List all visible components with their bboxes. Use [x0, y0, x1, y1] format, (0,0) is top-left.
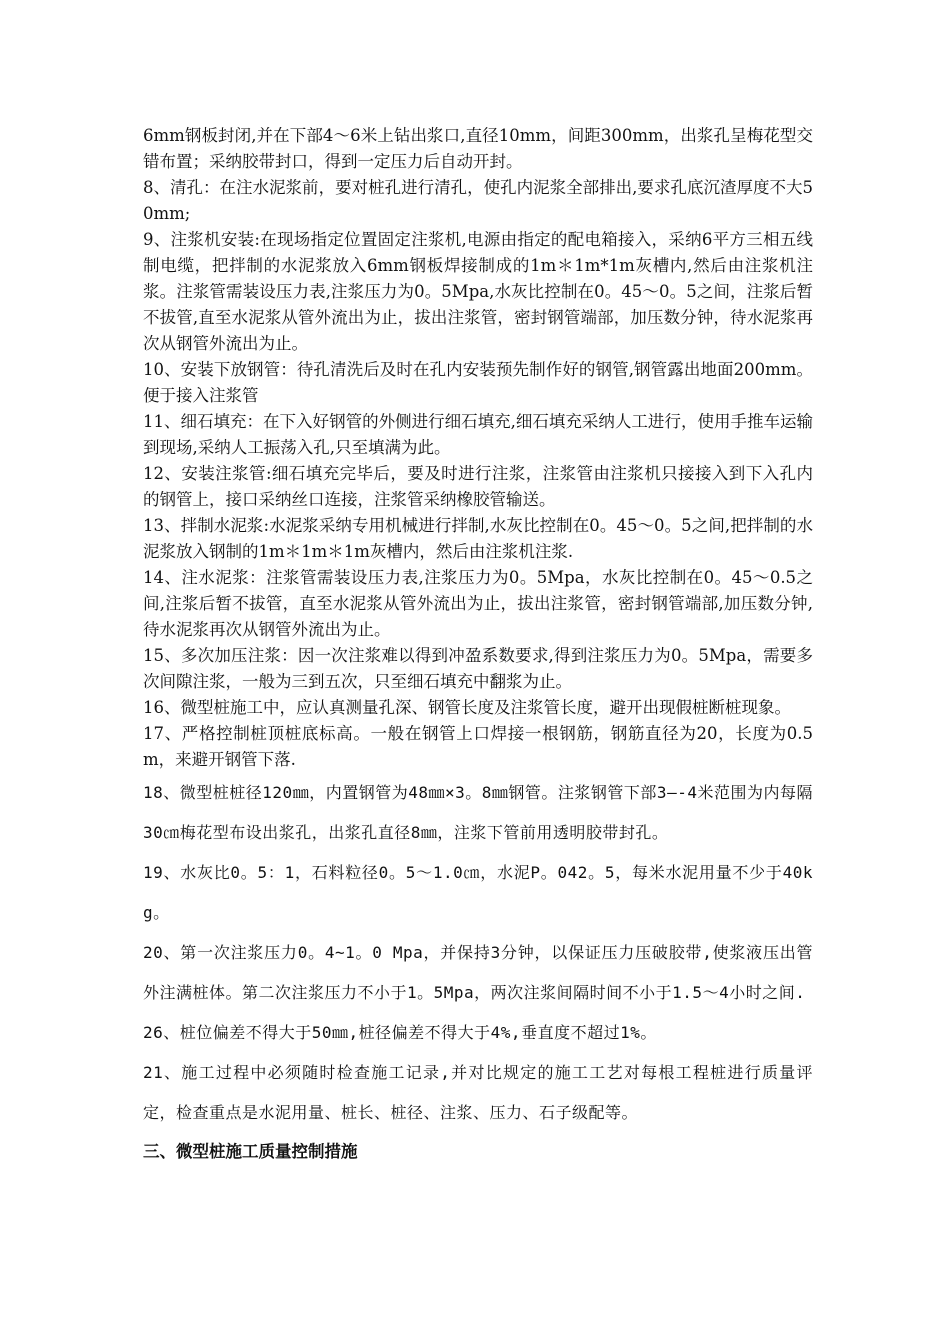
paragraph-step-10-steel-pipe: 10、安装下放钢管：待孔清洗后及时在孔内安装预先制作好的钢管,钢管露出地面200mm。便于接入注浆管 — [143, 360, 813, 405]
paragraph-injection-holes: 6mm钢板封闭,并在下部4～6米上钻出浆口,直径10mm，间距300mm，出浆孔呈梅花型交错布置；采纳胶带封口，得到一定压力后自动开封。 — [143, 126, 813, 171]
paragraph-step-18-pile-diameter: 18、微型桩桩径120㎜，内置钢管为48㎜×3。8㎜钢管。注浆钢管下部3—-4米范围为内每隔30㎝梅花型布设出浆孔，出浆孔直径8㎜，注浆下管前用透明胶带封孔。 — [143, 783, 813, 842]
paragraph-step-9-grouting-machine: 9、注浆机安装:在现场指定位置固定注浆机,电源由指定的配电箱接入，采纳6平方三相五线制电缆，把拌制的水泥浆放入6mm钢板焊接制成的1m＊1m*1m灰槽内,然后由注浆机注浆。注浆管需装设压力表,注浆压力为0。5Mpa,水灰比控制在0。45～0。5之间，注浆后暂不拔管,直至水泥浆从管外流出为止，拔出注浆管，密封钢管端部，加压数分钟，待水泥浆再次从钢管外流出为止。 — [143, 230, 813, 353]
paragraph-step-8-hole-cleaning: 8、清孔：在注水泥浆前，要对桩孔进行清孔，使孔内泥浆全部排出,要求孔底沉渣厚度不大50mm; — [143, 178, 813, 223]
paragraph-step-26-tolerance: 26、桩位偏差不得大于50㎜,桩径偏差不得大于4%,垂直度不超过1%。 — [143, 1023, 657, 1042]
paragraph-step-13-mix-cement: 13、拌制水泥浆:水泥浆采纳专用机械进行拌制,水灰比控制在0。45～0。5之间,把拌制的水泥浆放入钢制的1m＊1m＊1m灰槽内，然后由注浆机注浆. — [143, 516, 813, 561]
paragraph-step-16-measurement: 16、微型桩施工中，应认真测量孔深、钢管长度及注浆管长度，避开出现假桩断桩现象。 — [143, 698, 791, 717]
section-heading: 三、微型桩施工质量控制措施 — [143, 1142, 358, 1161]
paragraph-step-14-inject-cement: 14、注水泥浆：注浆管需装设压力表,注浆压力为0。5Mpa，水灰比控制在0。45～0.5之间,注浆后暂不拔管，直至水泥浆从管外流出为止，拔出注浆管，密封钢管端部,加压数分钟,待水泥浆再次从钢管外流出为止。 — [143, 568, 813, 639]
paragraph-step-17-elevation: 17、严格控制桩顶桩底标高。一般在钢管上口焊接一根钢筋，钢筋直径为20，长度为0.5m，来避开钢管下落. — [143, 724, 813, 769]
paragraph-step-12-grout-pipe: 12、安装注浆管:细石填充完毕后，要及时进行注浆，注浆管由注浆机只接接入到下入孔内的钢管上，接口采纳丝口连接，注浆管采纳橡胶管输送。 — [143, 464, 813, 509]
paragraph-step-20-grout-pressure: 20、第一次注浆压力0。4~1。0 Mpa，并保持3分钟，以保证压力压破胶带,使浆液压出管外注满桩体。第二次注浆压力不小于1。5Mpa，两次注浆间隔时间不小于1.5～4小时之间. — [143, 943, 813, 1002]
paragraph-step-19-water-cement-ratio: 19、水灰比0。5：1，石料粒径0。5～1.0㎝，水泥P。042。5，每米水泥用量不少于40kg。 — [143, 863, 813, 922]
document-page — [143, 123, 813, 1169]
paragraph-step-11-gravel-fill: 11、细石填充：在下入好钢管的外侧进行细石填充,细石填充采纳人工进行，使用手推车运输到现场,采纳人工振荡入孔,只至填满为此。 — [143, 412, 813, 457]
paragraph-step-21-records: 21、施工过程中必须随时检查施工记录,并对比规定的施工工艺对每根工程桩进行质量评定，检查重点是水泥用量、桩长、桩径、注浆、压力、石子级配等。 — [143, 1063, 813, 1122]
paragraph-step-15-multi-pressure: 15、多次加压注浆：因一次注浆难以得到冲盈系数要求,得到注浆压力为0。5Mpa，需要多次间隙注浆，一般为三到五次，只至细石填充中翻浆为止。 — [143, 646, 813, 691]
